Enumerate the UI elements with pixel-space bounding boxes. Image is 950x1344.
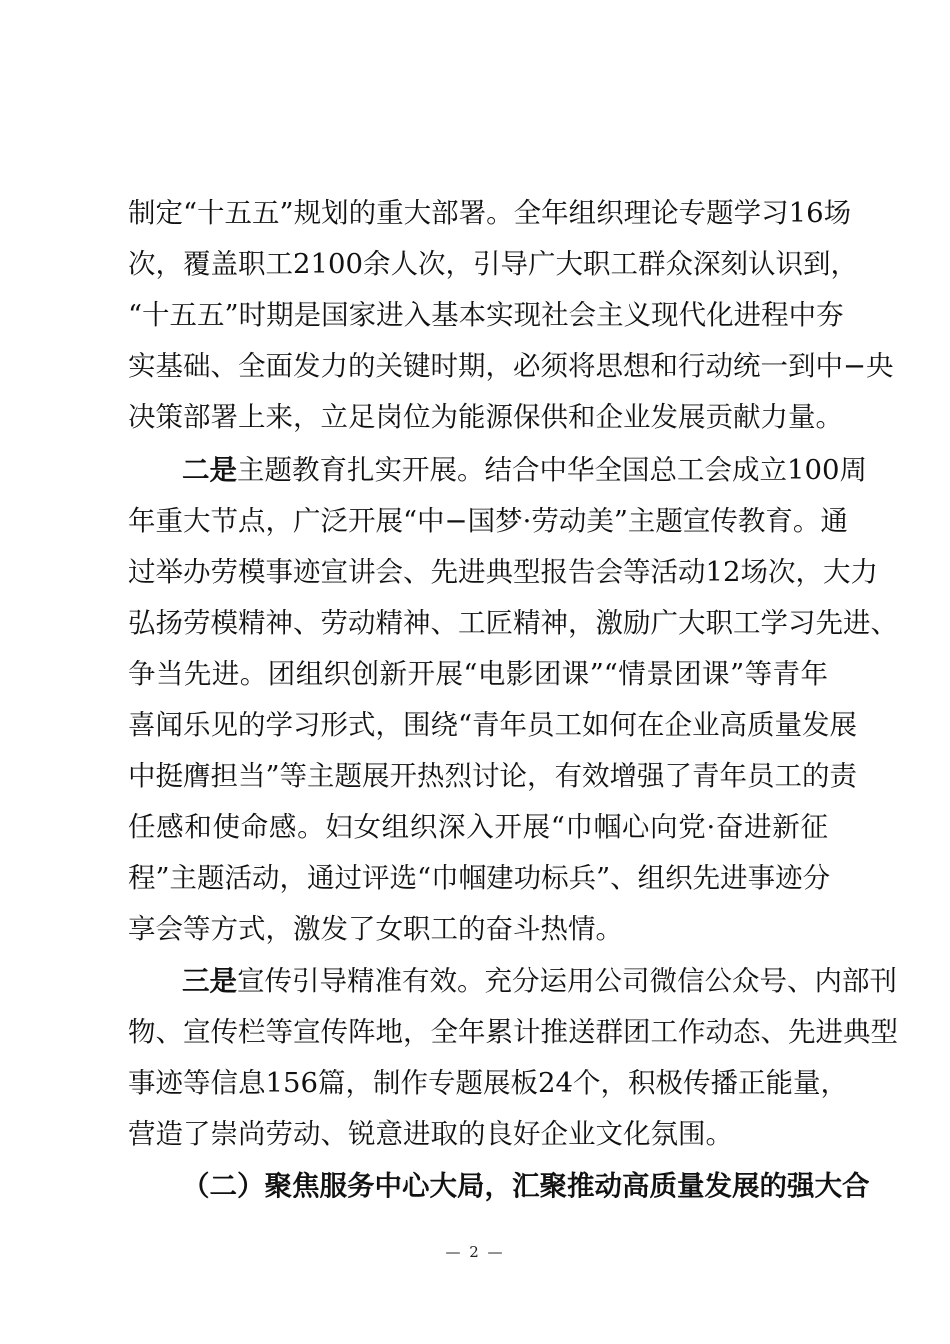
paragraph-text: 宣传引导精准有效。充分运用公司微信公众号、内部刊 [237,965,897,997]
paragraph-line: 决策部署上来，立足岗位为能源保供和企业发展贡献力量。 [128,401,843,433]
paragraph-line-lead [128,453,867,487]
paragraph-line: 享会等方式，激发了女职工的奋斗热情。 [128,913,623,945]
paragraph-line: 营造了崇尚劳动、锐意进取的良好企业文化氛围。 [128,1118,733,1150]
paragraph-line: 事迹等信息156篇，制作专题展板24个，积极传播正能量， [128,1067,848,1099]
paragraph-lead: 二是 [182,454,237,486]
paragraph-line: 喜闻乐见的学习形式，围绕“青年员工如何在企业高质量发展 [128,709,858,741]
paragraph-line: 年重大节点，广泛开展“中−国梦·劳动美”主题宣传教育。通 [128,505,848,537]
section-heading: （二）聚焦服务中心大局，汇聚推动高质量发展的强大合 [182,1170,870,1202]
paragraph-line: 弘扬劳模精神、劳动精神、工匠精神，激励广大职工学习先进、 [128,607,898,639]
paragraph-line: 制定“十五五”规划的重大部署。全年组织理论专题学习16场 [128,197,852,229]
paragraph-line: 实基础、全面发力的关键时期，必须将思想和行动统一到中−央 [128,350,894,382]
paragraph-text: 主题教育扎实开展。结合中华全国总工会成立100周 [237,454,867,486]
paragraph-line: 任感和使命感。妇女组织深入开展“巾帼心向党·奋进新征 [128,811,828,843]
paragraph-line: 过举办劳模事迹宣讲会、先进典型报告会等活动12场次，大力 [128,556,878,588]
paragraph-line-lead [128,964,897,998]
paragraph-line: 次，覆盖职工2100余人次，引导广大职工群众深刻认识到， [128,248,858,280]
paragraph-line: 中挺膺担当”等主题展开热烈讨论，有效增强了青年员工的责 [128,760,858,792]
paragraph-line: 程”主题活动，通过评选“巾帼建功标兵”、组织先进事迹分 [128,862,831,894]
paragraph-lead: 三是 [182,965,237,997]
paragraph-line: “十五五”时期是国家进入基本实现社会主义现代化进程中夯 [128,299,844,331]
paragraph-line: 物、宣传栏等宣传阵地，全年累计推送群团工作动态、先进典型 [128,1016,898,1048]
page-number: — 2 — [445,1243,505,1261]
paragraph-line: 争当先进。团组织创新开展“电影团课”“情景团课”等青年 [128,658,828,690]
